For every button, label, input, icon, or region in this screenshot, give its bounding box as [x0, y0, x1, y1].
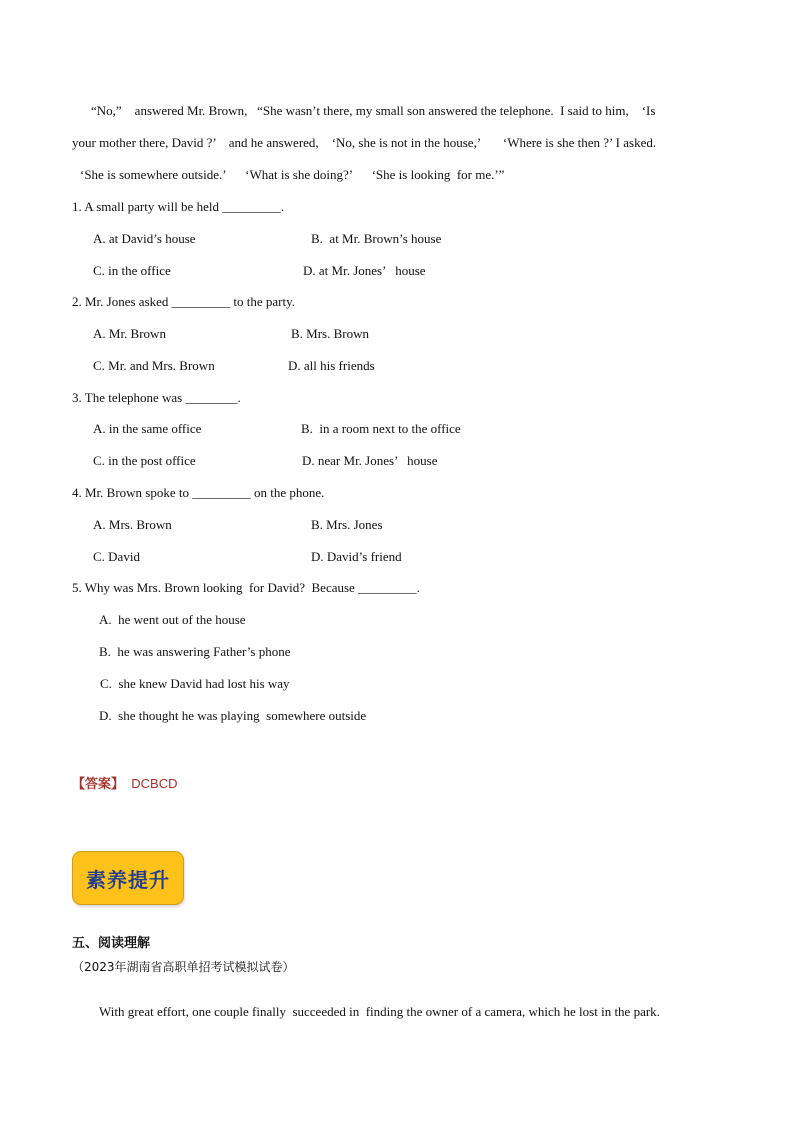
- passage-line-1: “No,” answered Mr. Brown, “She wasn’t there, my small son answered the telephone. I said to him, ‘Is: [91, 103, 656, 118]
- question-3-option-a: A. in the same office: [93, 421, 202, 436]
- question-2-option-b: B. Mrs. Brown: [291, 326, 370, 341]
- source-note: （2023年湖南省高职单招考试模拟试卷）: [72, 960, 295, 974]
- question-3-stem: 3. The telephone was ________.: [72, 390, 241, 405]
- question-2-option-c: C. Mr. and Mrs. Brown: [93, 358, 215, 373]
- question-4-option-d: D. David’s friend: [311, 549, 402, 564]
- question-1-option-b: B. at Mr. Brown’s house: [311, 231, 442, 246]
- question-1-option-a: A. at David’s house: [93, 231, 196, 246]
- question-5-option-b: B. he was answering Father’s phone: [99, 644, 291, 659]
- question-2-option-d: D. all his friends: [288, 358, 375, 373]
- section-title: 五、阅读理解: [72, 936, 151, 951]
- answer-value: DCBCD: [131, 776, 178, 791]
- question-5-stem: 5. Why was Mrs. Brown looking for David? Because _________.: [72, 580, 420, 595]
- question-5-option-c: C. she knew David had lost his way: [100, 676, 290, 691]
- question-1-stem: 1. A small party will be held _________.: [72, 199, 284, 214]
- question-2-stem: 2. Mr. Jones asked _________ to the party.: [72, 294, 296, 309]
- section-badge-text: 素养提升: [86, 867, 170, 892]
- answer-line: [72, 773, 177, 792]
- question-2-option-a: A. Mr. Brown: [93, 326, 166, 341]
- question-3-option-b: B. in a room next to the office: [301, 421, 461, 436]
- question-1-option-d: D. at Mr. Jones’ house: [303, 263, 426, 278]
- question-4-option-a: A. Mrs. Brown: [93, 517, 172, 532]
- question-5-option-d: D. she thought he was playing somewhere outside: [99, 708, 367, 723]
- passage-line-2: your mother there, David ?’ and he answered, ‘No, she is not in the house,’ ‘Where is she then ?’ I asked.: [72, 135, 657, 150]
- question-3-option-d: D. near Mr. Jones’ house: [302, 453, 438, 468]
- question-4-option-c: C. David: [93, 549, 140, 564]
- question-4-stem: 4. Mr. Brown spoke to _________ on the phone.: [72, 485, 325, 500]
- question-1-option-c: C. in the office: [93, 263, 171, 278]
- section-badge: [72, 851, 184, 905]
- question-3-option-c: C. in the post office: [93, 453, 196, 468]
- question-5-option-a: A. he went out of the house: [99, 612, 246, 627]
- passage-line-3: ‘She is somewhere outside.’ ‘What is she doing?’ ‘She is looking for me.’”: [80, 167, 505, 182]
- question-4-option-b: B. Mrs. Jones: [311, 517, 383, 532]
- answer-label: 【答案】: [72, 776, 125, 791]
- reading-paragraph: With great effort, one couple finally succeeded in finding the owner of a camera, which he lost in the park.: [99, 1004, 660, 1019]
